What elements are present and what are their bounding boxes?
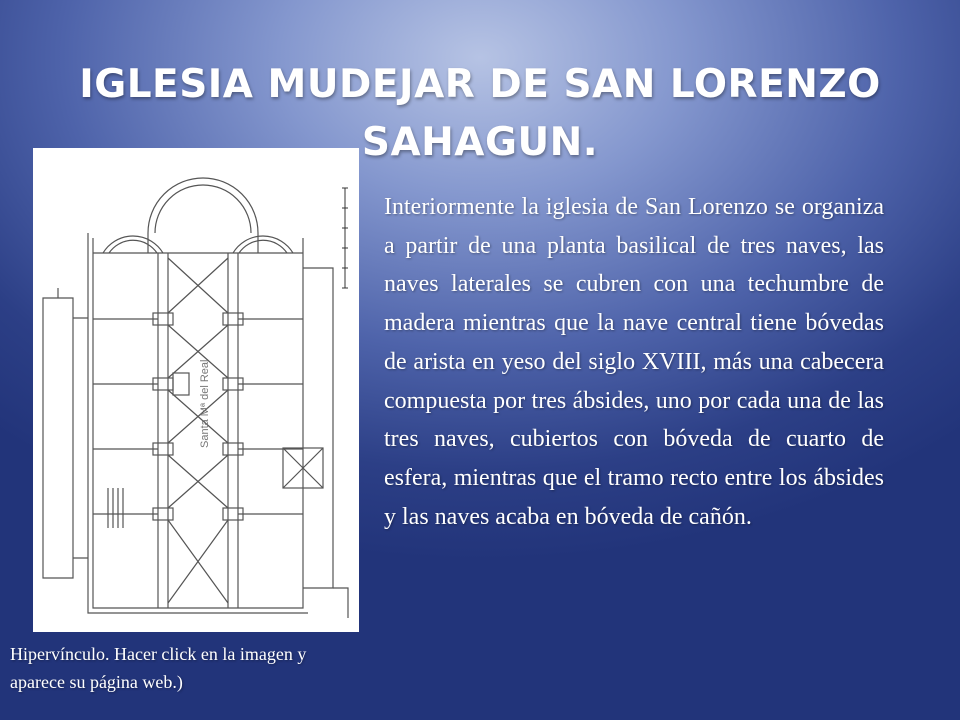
church-floor-plan-image-link[interactable] <box>33 148 359 632</box>
hyperlink-caption: Hipervínculo. Hacer click en la imagen y aparece su página web.) <box>10 644 307 692</box>
floor-plan-drawing <box>33 148 359 632</box>
description-paragraph: Interiormente la iglesia de San Lorenzo se organiza a partir de una planta basilical de tres naves, las naves laterales se cubren con una techumbre de madera mientras que la nave central tiene bóvedas de arista en yeso del siglo XVIII, más una cabecera compuesta por tres ábsides, uno por cada una de las tres naves, cubiertos con bóveda de cuarto de esfera, mientras que el tramo recto entre los ábsides y las naves acaba en bóveda de cañón. <box>384 194 884 530</box>
street-label: Santa Mª del Real <box>199 359 211 448</box>
slide-title: IGLESIA MUDEJAR DE SAN LORENZO SAHAGUN. <box>79 62 881 166</box>
